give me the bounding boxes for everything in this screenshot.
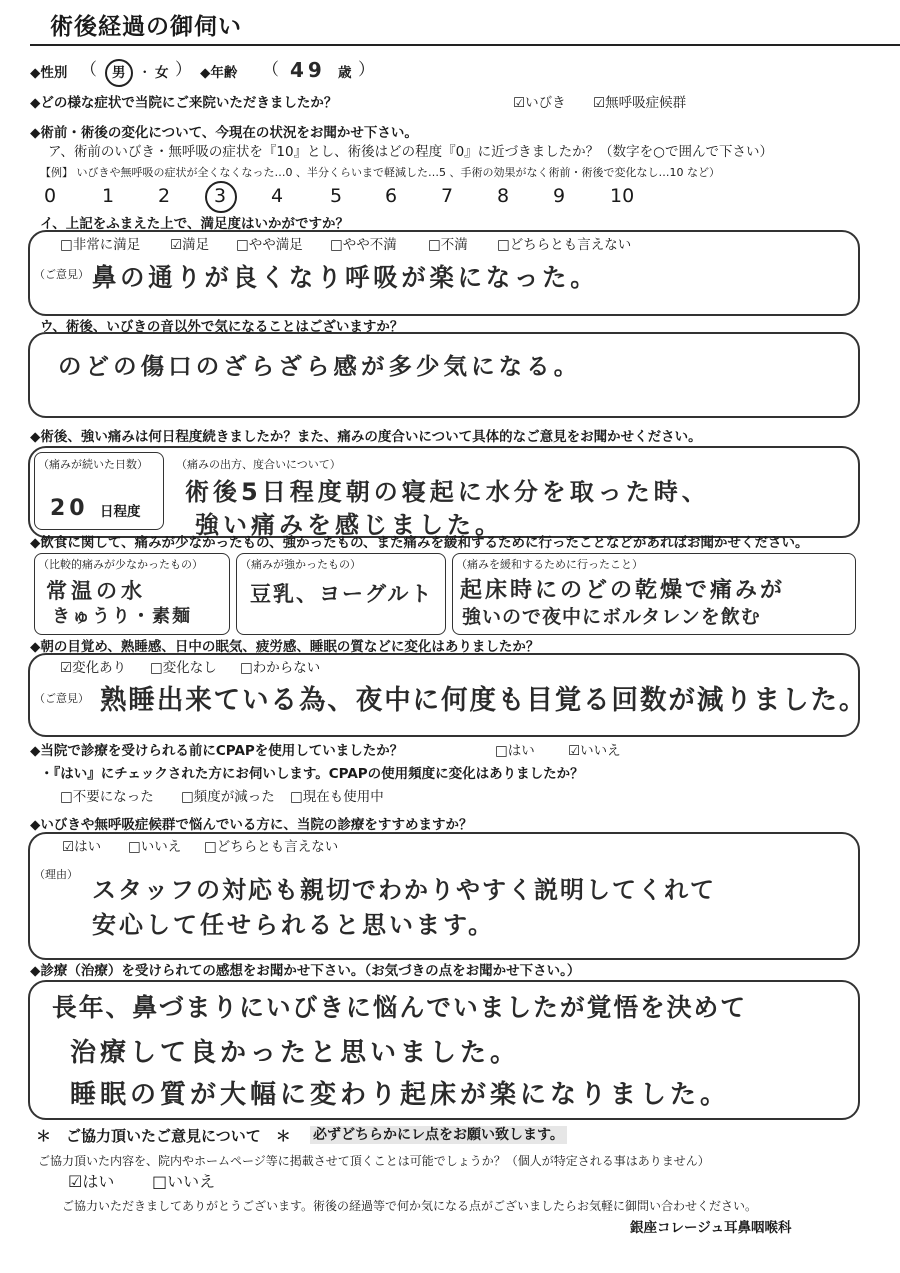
thanks-message: ご協力いただきましてありがとうございます。術後の経過等で何か気になる点がございましたらお気軽に御問い合わせください。	[62, 1199, 758, 1213]
scale-option-7[interactable]: 7	[441, 185, 454, 207]
food-less-line2: きゅうり・素麺	[52, 606, 192, 627]
cpap-sub-option-reduced[interactable]: □頻度が減った	[181, 789, 275, 805]
change-example: 【例】 いびきや無呼吸の症状が全くなくなった…0 、半分くらいまで軽減した…5 、手術の効果がなく術前・術後で変化なし…10 など）	[40, 166, 720, 179]
cpap-sub-question: ・『はい』にチェックされた方にお伺いします。CPAPの使用頻度に変化はありましたか？	[40, 766, 584, 782]
satisfaction-option-satisfied[interactable]: ☑満足	[170, 237, 210, 253]
scale-option-3[interactable]: 3	[214, 185, 227, 207]
sleep-question: ◆朝の目覚め、熟睡感、日中の眠気、疲労感、睡眠の質などに変化はありましたか？	[30, 639, 540, 655]
food-question: ◆飲食に関して、痛みが少なかったもの、強かったもの、また痛みを緩和するために行ったことなどがあればお聞かせください。	[30, 535, 809, 551]
age-unit: 歳	[338, 65, 352, 81]
food-relief-label: （痛みを緩和するために行ったこと）	[456, 558, 643, 571]
age-open-paren: （	[262, 60, 279, 80]
sleep-option-unchanged[interactable]: □変化なし	[150, 660, 217, 676]
satisfaction-option-slightly-unsatisfied[interactable]: □やや不満	[330, 237, 397, 253]
change-question: ◆術前・術後の変化について、今現在の状況をお聞かせ下さい。	[30, 125, 418, 141]
symptom-snoring-checkbox[interactable]: ☑いびき	[513, 95, 566, 111]
scale-option-9[interactable]: 9	[553, 185, 566, 207]
gender-open-paren: （	[80, 60, 97, 80]
food-strong-label: （痛みが強かったもの）	[240, 558, 361, 571]
gender-close-paren: ）	[175, 60, 192, 80]
satisfaction-question: イ、上記をふまえた上で、満足度はいかがですか？	[40, 216, 350, 232]
scale-selected-circle	[205, 181, 237, 213]
sleep-comment: 熟睡出来ている為、夜中に何度も目覚る回数が減りました。	[100, 685, 868, 716]
scale-option-10[interactable]: 10	[610, 185, 635, 207]
clinic-name: 銀座コレージュ耳鼻咽喉科	[630, 1220, 792, 1236]
satisfaction-option-neutral[interactable]: □どちらとも言えない	[497, 237, 632, 253]
gender-male[interactable]: 男	[112, 65, 126, 81]
gender-female[interactable]: 女	[155, 65, 169, 81]
cpap-sub-option-unnecessary[interactable]: □不要になった	[60, 789, 154, 805]
page-title: 術後経過の御伺い	[50, 14, 242, 40]
gender-selected-circle	[105, 59, 133, 87]
pain-detail-label: （痛みの出方、度合いについて）	[176, 458, 341, 471]
pain-days-unit: 日程度	[100, 504, 141, 520]
publish-note-heading: ＊ ご協力頂いたご意見について ＊	[36, 1127, 291, 1145]
food-less-line1: 常温の水	[46, 579, 146, 603]
scale-option-4[interactable]: 4	[271, 185, 284, 207]
age-close-paren: ）	[358, 60, 375, 80]
recommend-no-checkbox[interactable]: □いいえ	[128, 839, 182, 855]
scale-option-0[interactable]: 0	[44, 185, 57, 207]
gender-separator: ・	[138, 65, 152, 81]
publish-no-checkbox[interactable]: □いいえ	[152, 1172, 216, 1191]
age-value: 49	[290, 58, 326, 82]
other-concern-comment: のどの傷口のざらざら感が多少気になる。	[58, 354, 582, 380]
age-label: ◆年齢	[200, 65, 238, 81]
scale-option-5[interactable]: 5	[330, 185, 343, 207]
food-relief-line1: 起床時にのどの乾燥で痛みが	[460, 578, 786, 603]
recommend-yes-checkbox[interactable]: ☑はい	[62, 839, 102, 855]
sleep-option-changed[interactable]: ☑変化あり	[60, 660, 127, 676]
cpap-yes-checkbox[interactable]: □はい	[495, 743, 535, 759]
cpap-no-checkbox[interactable]: ☑いいえ	[568, 743, 621, 759]
title-underline	[30, 44, 900, 46]
pain-question: ◆術後、強い痛みは何日程度続きましたか？また、痛みの度合いについて具体的なご意見をお聞かせください。	[30, 429, 702, 445]
publish-note-required: 必ずどちらかにレ点をお願い致します。	[310, 1126, 567, 1144]
pain-days-label: （痛みが続いた日数）	[38, 458, 148, 471]
reason-label: （理由）	[34, 868, 78, 881]
pain-detail-line2: 強い痛みを感じました。	[195, 511, 503, 539]
gender-label: ◆性別	[30, 65, 68, 81]
scale-option-2[interactable]: 2	[158, 185, 171, 207]
satisfaction-option-somewhat[interactable]: □やや満足	[236, 237, 303, 253]
publish-yes-checkbox[interactable]: ☑はい	[68, 1172, 115, 1191]
scale-option-6[interactable]: 6	[385, 185, 398, 207]
sleep-opinion-label: （ご意見）	[34, 692, 89, 705]
pain-detail-line1: 術後5日程度朝の寝起に水分を取った時、	[185, 478, 710, 506]
reason-line2: 安心して任せられると思います。	[92, 911, 496, 939]
recommend-neutral-checkbox[interactable]: □どちらとも言えない	[204, 839, 339, 855]
impression-line2: 治療して良かったと思いました。	[70, 1038, 521, 1068]
symptoms-question: ◆どの様な症状で当院にご来院いただきましたか？	[30, 95, 338, 111]
other-concern-question: ウ、術後、いびきの音以外で気になることはございますか？	[40, 319, 404, 335]
publish-question: ご協力頂いた内容を、院内やホームページ等に掲載させて頂くことは可能でしょうか？（個人が特定される事はありません）	[38, 1154, 710, 1168]
satisfaction-option-very[interactable]: □非常に満足	[60, 237, 141, 253]
impression-line1: 長年、鼻づまりにいびきに悩んでいましたが覚悟を決めて	[52, 993, 747, 1022]
cpap-sub-option-still-using[interactable]: □現在も使用中	[290, 789, 384, 805]
opinion-label: （ご意見）	[34, 268, 89, 281]
sleep-option-unknown[interactable]: □わからない	[240, 660, 321, 676]
cpap-question: ◆当院で診療を受けられる前にCPAPを使用していましたか？	[30, 743, 404, 759]
reason-line1: スタッフの対応も親切でわかりやすく説明してくれて	[92, 876, 716, 904]
food-relief-line2: 強いので夜中にボルタレンを飲む	[462, 606, 761, 628]
symptom-apnea-checkbox[interactable]: ☑無呼吸症候群	[593, 95, 687, 111]
pain-days-value: 20	[50, 496, 89, 521]
scale-option-8[interactable]: 8	[497, 185, 510, 207]
food-strong-value: 豆乳、ヨーグルト	[250, 582, 434, 606]
impression-line3: 睡眠の質が大幅に変わり起床が楽になりました。	[70, 1080, 731, 1110]
impression-question: ◆診療（治療）を受けられての感想をお聞かせ下さい。（お気づきの点をお聞かせ下さい。）	[30, 963, 581, 979]
satisfaction-option-unsatisfied[interactable]: □不満	[428, 237, 468, 253]
recommend-question: ◆いびきや無呼吸症候群で悩んでいる方に、当院の診療をすすめますか？	[30, 817, 473, 833]
scale-option-1[interactable]: 1	[102, 185, 115, 207]
satisfaction-comment: 鼻の通りが良くなり呼吸が楽になった。	[92, 263, 599, 292]
change-question-a: ア、術前のいびき・無呼吸の症状を『10』とし、術後はどの程度『0』に近づきましたか？（数字を○で囲んで下さい）	[48, 144, 773, 160]
food-less-label: （比較的痛みが少なかったもの）	[38, 558, 203, 571]
